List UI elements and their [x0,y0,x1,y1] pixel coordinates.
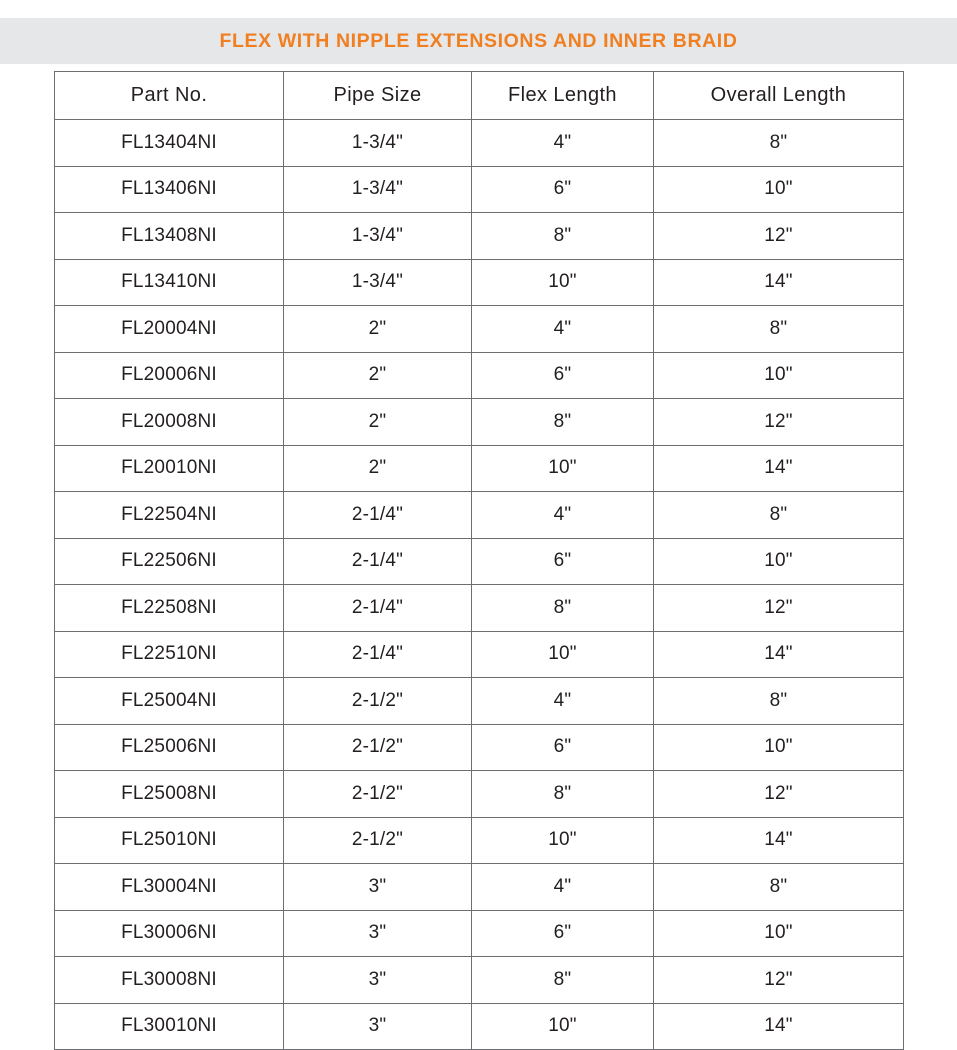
table-row [55,585,904,632]
table-cell: FL22506NI [55,538,284,585]
table-cell: 2" [284,306,472,353]
table-row [55,399,904,446]
table-cell: 4" [472,492,654,539]
table-cell: 1-3/4" [284,213,472,260]
table-cell: 4" [472,120,654,167]
table-row [55,910,904,957]
table-cell: 2-1/2" [284,724,472,771]
table-cell: 14" [654,445,904,492]
table-row [55,445,904,492]
column-header-pipe-size: Pipe Size [284,72,472,120]
table-cell: 2-1/4" [284,492,472,539]
table-cell: 3" [284,864,472,911]
table-cell: FL13408NI [55,213,284,260]
table-cell: 10" [654,538,904,585]
table-row [55,817,904,864]
table-cell: 14" [654,817,904,864]
table-cell: FL20006NI [55,352,284,399]
table-cell: 14" [654,631,904,678]
table-cell: 10" [472,817,654,864]
specification-table [54,71,904,1050]
table-cell: 3" [284,910,472,957]
table-cell: 2-1/2" [284,817,472,864]
table-cell: FL30010NI [55,1003,284,1050]
table-cell: 12" [654,399,904,446]
table-cell: 8" [472,213,654,260]
table-cell: 12" [654,771,904,818]
table-cell: 6" [472,352,654,399]
table-cell: 3" [284,1003,472,1050]
table-cell: FL25006NI [55,724,284,771]
table-cell: FL22508NI [55,585,284,632]
table-cell: 8" [654,864,904,911]
table-row [55,957,904,1004]
table-cell: 8" [654,120,904,167]
table-cell: 6" [472,910,654,957]
table-body [55,120,904,1050]
table-cell: 8" [472,399,654,446]
table-cell: 10" [472,445,654,492]
table-cell: FL13404NI [55,120,284,167]
table-cell: FL22510NI [55,631,284,678]
table-cell: FL20008NI [55,399,284,446]
table-cell: 4" [472,678,654,725]
table-row [55,352,904,399]
table-cell: 12" [654,957,904,1004]
table-row [55,306,904,353]
table-cell: 1-3/4" [284,259,472,306]
table-row [55,213,904,260]
table-cell: 1-3/4" [284,120,472,167]
table-cell: 8" [472,771,654,818]
table-cell: FL25010NI [55,817,284,864]
page-title: FLEX WITH NIPPLE EXTENSIONS AND INNER BRAID [219,29,738,52]
column-header-flex-length: Flex Length [472,72,654,120]
title-band [0,18,957,64]
table-cell: 3" [284,957,472,1004]
table-cell: FL25008NI [55,771,284,818]
table-cell: 10" [654,724,904,771]
table-cell: 10" [472,1003,654,1050]
table-cell: 2-1/2" [284,678,472,725]
table-cell: 2-1/2" [284,771,472,818]
table-cell: 6" [472,724,654,771]
table-cell: FL13406NI [55,166,284,213]
table-cell: 14" [654,1003,904,1050]
table-row [55,538,904,585]
table-cell: 8" [654,492,904,539]
table-cell: 8" [654,306,904,353]
table-cell: 2-1/4" [284,585,472,632]
table-cell: 12" [654,585,904,632]
table-row [55,166,904,213]
table-cell: 10" [472,631,654,678]
table-cell: 10" [472,259,654,306]
table-cell: FL13410NI [55,259,284,306]
table-row [55,259,904,306]
table-cell: 2-1/4" [284,538,472,585]
column-header-overall-length: Overall Length [654,72,904,120]
table-cell: 2" [284,445,472,492]
table-header-row [55,72,904,120]
table-cell: FL22504NI [55,492,284,539]
table-cell: 2" [284,399,472,446]
table-row [55,864,904,911]
table-row [55,631,904,678]
table-row [55,1003,904,1050]
table-cell: 10" [654,352,904,399]
table-row [55,771,904,818]
table-cell: 14" [654,259,904,306]
table-cell: FL30004NI [55,864,284,911]
table-cell: 10" [654,910,904,957]
table-row [55,678,904,725]
table-cell: 6" [472,538,654,585]
table-cell: 10" [654,166,904,213]
table-cell: 8" [472,585,654,632]
table-row [55,492,904,539]
table-row [55,120,904,167]
column-header-part-no: Part No. [55,72,284,120]
table-cell: 12" [654,213,904,260]
table-header [55,72,904,120]
table-cell: 4" [472,864,654,911]
table-cell: FL20004NI [55,306,284,353]
table-cell: 8" [654,678,904,725]
table-cell: FL30008NI [55,957,284,1004]
table-cell: 2-1/4" [284,631,472,678]
table-cell: FL20010NI [55,445,284,492]
table-cell: FL30006NI [55,910,284,957]
table-cell: FL25004NI [55,678,284,725]
table-cell: 8" [472,957,654,1004]
table-cell: 4" [472,306,654,353]
table-cell: 6" [472,166,654,213]
table-cell: 2" [284,352,472,399]
table-cell: 1-3/4" [284,166,472,213]
table-row [55,724,904,771]
